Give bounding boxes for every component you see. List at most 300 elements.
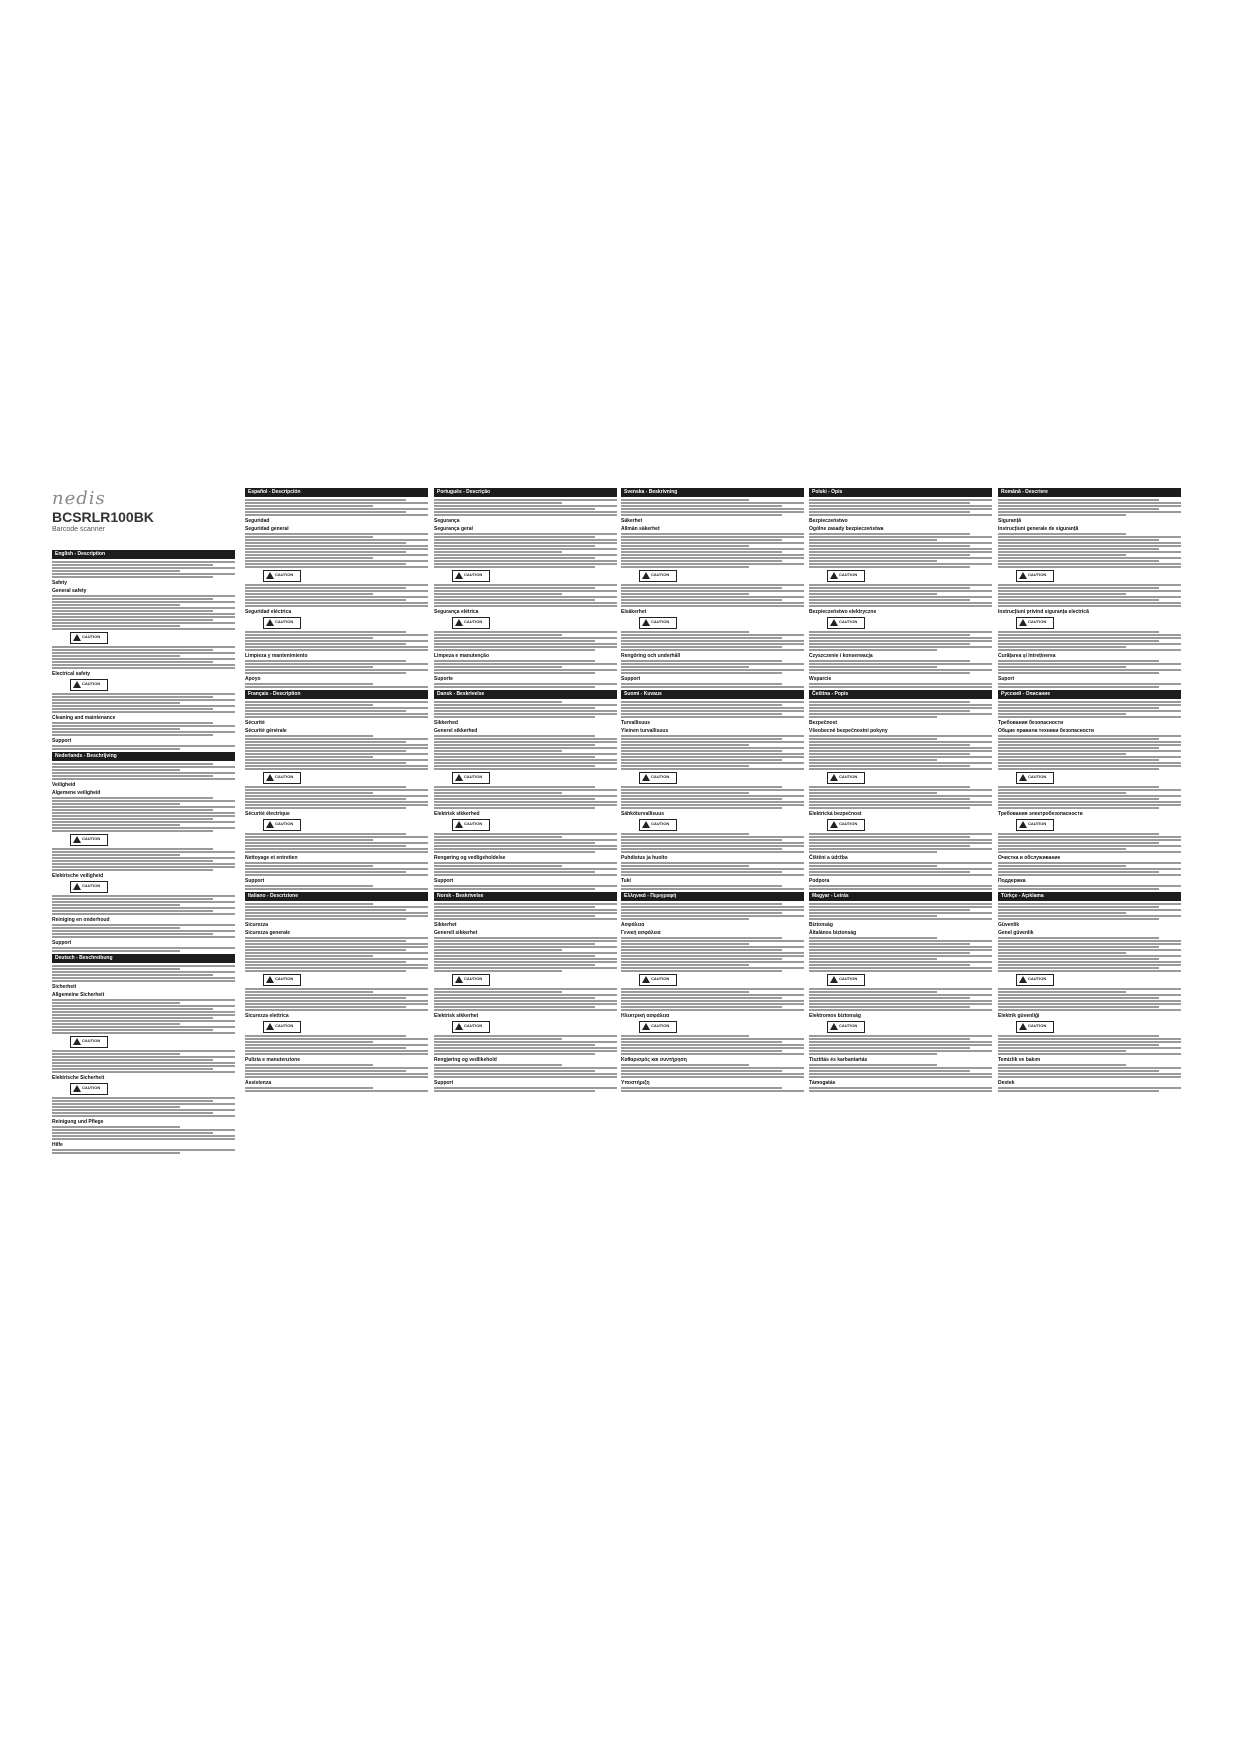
text-line (621, 542, 804, 544)
text-line (245, 554, 428, 556)
text-line (809, 587, 970, 589)
text-line (809, 563, 992, 565)
text-line (998, 1053, 1181, 1055)
text-line (245, 499, 406, 501)
text-line (998, 967, 1159, 969)
text-line (52, 1062, 235, 1064)
text-line (809, 807, 970, 809)
text-line (621, 710, 804, 712)
text-line (52, 1032, 235, 1034)
text-line (809, 851, 937, 853)
warning-triangle-icon (830, 572, 838, 579)
text-line (621, 1090, 804, 1092)
brand-logo: nedis (52, 488, 106, 509)
text-line (245, 795, 428, 797)
section-subheading: Sikkerhed (434, 720, 458, 726)
text-line (621, 865, 749, 867)
caution-warning-label (1016, 1021, 1054, 1033)
text-line (998, 666, 1126, 668)
text-line (52, 711, 235, 713)
text-line (809, 1053, 937, 1055)
text-line (809, 590, 992, 592)
text-line (52, 895, 235, 897)
text-line (998, 786, 1159, 788)
warning-triangle-icon (266, 976, 274, 983)
text-line (52, 1106, 180, 1108)
text-line (621, 795, 804, 797)
language-section-title: Português - Descrição (434, 488, 617, 497)
text-line (998, 836, 1181, 838)
text-line (809, 786, 970, 788)
text-line (434, 533, 617, 535)
text-line (809, 557, 992, 559)
warning-triangle-icon (73, 681, 81, 688)
text-line (245, 918, 406, 920)
warning-triangle-icon (830, 821, 838, 828)
text-line (809, 1076, 992, 1078)
text-line (52, 809, 213, 811)
text-line (621, 801, 804, 803)
text-line (621, 789, 804, 791)
section-subheading: Seguridad eléctrica (245, 609, 292, 615)
text-line (52, 848, 213, 850)
text-line (809, 1000, 992, 1002)
text-line (998, 1090, 1159, 1092)
caution-warning-label (827, 1021, 865, 1033)
text-line (998, 704, 1181, 706)
text-line (434, 991, 562, 993)
text-line (52, 830, 213, 832)
text-line (434, 587, 595, 589)
text-line (434, 646, 617, 648)
text-line (245, 548, 428, 550)
text-line (809, 871, 970, 873)
caution-warning-label (263, 570, 301, 582)
text-line (998, 499, 1159, 501)
text-line (998, 542, 1181, 544)
text-line (245, 1035, 406, 1037)
text-line (245, 563, 406, 565)
text-line (434, 514, 617, 516)
text-line (621, 759, 782, 761)
text-line (809, 988, 992, 990)
text-line (434, 994, 617, 996)
caution-warning-label (70, 1036, 108, 1048)
text-line (434, 551, 562, 553)
text-line (998, 940, 1181, 942)
text-line (809, 660, 970, 662)
text-line (245, 596, 428, 598)
text-line (621, 713, 782, 715)
caution-warning-label (639, 570, 677, 582)
text-line (998, 663, 1181, 665)
column-4 (621, 486, 804, 1246)
text-line (998, 871, 1159, 873)
text-line (998, 991, 1126, 993)
text-line (52, 827, 235, 829)
text-line (998, 937, 1159, 939)
text-line (434, 710, 617, 712)
text-line (245, 646, 428, 648)
text-line (52, 576, 213, 578)
text-line (245, 988, 428, 990)
text-line (434, 842, 595, 844)
text-line (621, 1035, 749, 1037)
caution-warning-label (1016, 570, 1054, 582)
text-line (998, 807, 1159, 809)
warning-triangle-icon (830, 976, 838, 983)
text-line (809, 735, 992, 737)
text-line (245, 1044, 428, 1046)
text-line (245, 1087, 373, 1089)
text-line (52, 1014, 235, 1016)
text-line (434, 554, 617, 556)
text-line (998, 646, 1126, 648)
text-line (434, 801, 617, 803)
text-line (998, 557, 1181, 559)
text-line (809, 909, 970, 911)
text-line (621, 988, 804, 990)
warning-triangle-icon (830, 619, 838, 626)
section-subheading: Ogólne zasady bezpieczeństwa (809, 526, 884, 532)
text-line (998, 1044, 1159, 1046)
section-subheading: Allgemeine Sicherheit (52, 992, 105, 998)
text-line (809, 765, 970, 767)
text-line (52, 607, 235, 609)
caution-warning-label (639, 819, 677, 831)
section-subheading: Bezpieczeństwo (809, 518, 848, 524)
text-line (621, 649, 804, 651)
text-line (809, 906, 992, 908)
text-line (434, 839, 617, 841)
text-line (52, 1149, 235, 1151)
text-line (52, 950, 180, 952)
language-section (434, 690, 617, 890)
text-line (52, 860, 213, 862)
text-line (434, 663, 617, 665)
text-line (809, 1035, 992, 1037)
caution-warning-label (452, 819, 490, 831)
text-line (998, 735, 1181, 737)
section-subheading: Limpeza e manutenção (434, 653, 490, 659)
text-line (434, 511, 617, 513)
text-line (809, 599, 970, 601)
text-line (245, 839, 373, 841)
section-subheading: Segurança geral (434, 526, 473, 532)
caution-warning-label (70, 881, 108, 893)
text-line (434, 605, 617, 607)
text-line (998, 1047, 1181, 1049)
language-section (434, 488, 617, 688)
text-line (245, 912, 428, 914)
text-line (809, 741, 992, 743)
text-line (434, 669, 617, 671)
text-line (621, 560, 782, 562)
warning-triangle-icon (266, 1023, 274, 1030)
text-line (245, 599, 406, 601)
text-line (621, 833, 749, 835)
text-line (245, 759, 428, 761)
text-line (809, 845, 970, 847)
section-subheading: Sicurezza generale (245, 930, 291, 936)
text-line (245, 943, 428, 945)
text-line (809, 1009, 992, 1011)
text-line (809, 1003, 992, 1005)
text-line (245, 997, 406, 999)
text-line (621, 753, 804, 755)
text-line (621, 874, 804, 876)
text-line (621, 551, 782, 553)
text-line (621, 669, 804, 671)
text-line (809, 666, 937, 668)
text-line (998, 593, 1126, 595)
text-line (998, 961, 1181, 963)
warning-triangle-icon (73, 634, 81, 641)
text-line (245, 508, 428, 510)
text-line (245, 557, 373, 559)
text-line (245, 836, 428, 838)
text-line (998, 511, 1181, 513)
section-subheading: Elektrische Sicherheit (52, 1075, 105, 1081)
text-line (434, 602, 617, 604)
text-line (52, 561, 235, 563)
warning-triangle-icon (455, 821, 463, 828)
language-section (52, 752, 235, 952)
section-subheading: Rengöring och underhåll (621, 653, 681, 659)
text-line (809, 1090, 992, 1092)
text-line (621, 807, 782, 809)
text-line (998, 741, 1181, 743)
text-line (52, 800, 235, 802)
text-line (245, 747, 428, 749)
text-line (621, 631, 749, 633)
section-subheading: Support (245, 878, 265, 884)
text-line (245, 660, 406, 662)
text-line (998, 862, 1181, 864)
text-line (434, 804, 617, 806)
text-line (52, 601, 235, 603)
text-line (245, 906, 428, 908)
text-line (809, 566, 970, 568)
text-line (52, 595, 235, 597)
text-line (434, 1076, 617, 1078)
text-line (52, 913, 235, 915)
text-line (52, 1002, 180, 1004)
text-line (621, 660, 782, 662)
caution-text: CAUTION (651, 821, 670, 826)
caution-warning-label (827, 617, 865, 629)
text-line (434, 666, 562, 668)
text-line (52, 968, 180, 970)
text-line (434, 738, 617, 740)
text-line (245, 669, 428, 671)
text-line (245, 991, 373, 993)
text-line (621, 958, 782, 960)
text-line (434, 593, 562, 595)
text-line (621, 918, 749, 920)
text-line (434, 888, 595, 890)
text-line (809, 833, 992, 835)
text-line (434, 885, 617, 887)
text-line (809, 762, 992, 764)
text-line (52, 869, 213, 871)
text-line (998, 660, 1159, 662)
text-line (809, 952, 970, 954)
text-line (434, 1053, 595, 1055)
text-line (52, 898, 213, 900)
text-line (809, 789, 992, 791)
text-line (52, 1138, 235, 1140)
text-line (434, 499, 617, 501)
section-subheading: Reiniging en onderhoud (52, 917, 110, 923)
text-line (809, 798, 970, 800)
text-line (998, 590, 1181, 592)
text-line (245, 871, 406, 873)
text-line (245, 786, 406, 788)
text-line (52, 965, 235, 967)
section-subheading: Tisztítás és karbantartás (809, 1057, 868, 1063)
caution-warning-label (452, 1021, 490, 1033)
caution-text: CAUTION (464, 572, 483, 577)
text-line (809, 804, 992, 806)
text-line (434, 903, 617, 905)
text-line (52, 851, 235, 853)
text-line (434, 786, 595, 788)
text-line (998, 909, 1181, 911)
text-line (998, 554, 1126, 556)
section-subheading: Generell sikkerhet (434, 930, 478, 936)
text-line (809, 1073, 992, 1075)
text-line (998, 701, 1181, 703)
caution-text: CAUTION (839, 572, 858, 577)
text-line (621, 842, 804, 844)
warning-triangle-icon (266, 821, 274, 828)
text-line (434, 735, 595, 737)
text-line (998, 949, 1181, 951)
text-line (621, 888, 804, 890)
text-line (52, 763, 213, 765)
section-subheading: Wsparcie (809, 676, 832, 682)
text-line (52, 1059, 213, 1061)
text-line (621, 912, 782, 914)
text-line (998, 539, 1159, 541)
caution-text: CAUTION (464, 1023, 483, 1028)
caution-text: CAUTION (651, 976, 670, 981)
text-line (245, 851, 428, 853)
text-line (809, 885, 992, 887)
text-line (998, 640, 1159, 642)
text-line (52, 933, 213, 935)
caution-text: CAUTION (1028, 572, 1047, 577)
text-line (434, 807, 595, 809)
section-subheading: Puhdistus ja huolto (621, 855, 668, 861)
text-line (434, 940, 617, 942)
section-subheading: Ασφάλεια (621, 922, 645, 928)
text-line (434, 683, 617, 685)
text-line (621, 1038, 804, 1040)
text-line (998, 502, 1181, 504)
column-5 (809, 486, 992, 1246)
section-subheading: Hilfe (52, 1142, 63, 1148)
text-line (52, 863, 235, 865)
text-line (245, 750, 406, 752)
text-line (621, 937, 782, 939)
text-line (245, 551, 406, 553)
text-line (52, 1068, 213, 1070)
language-section-title: Deutsch - Beschreibung (52, 954, 235, 963)
caution-text: CAUTION (839, 821, 858, 826)
column-6 (998, 486, 1181, 1246)
text-line (245, 1038, 428, 1040)
text-line (245, 741, 406, 743)
text-line (245, 701, 428, 703)
text-line (809, 710, 970, 712)
text-line (52, 1071, 235, 1073)
text-line (809, 707, 992, 709)
text-line (434, 1038, 562, 1040)
text-line (52, 1115, 235, 1117)
text-line (998, 765, 1181, 767)
text-line (998, 804, 1181, 806)
text-line (434, 747, 617, 749)
caution-warning-label (1016, 617, 1054, 629)
text-line (621, 839, 782, 841)
text-line (621, 634, 804, 636)
text-line (809, 943, 970, 945)
text-line (998, 505, 1181, 507)
caution-text: CAUTION (82, 1038, 101, 1043)
language-section (809, 488, 992, 688)
text-line (52, 655, 180, 657)
text-line (434, 906, 595, 908)
text-line (621, 765, 749, 767)
section-subheading: Pulizia e manutenzione (245, 1057, 301, 1063)
caution-warning-label (70, 679, 108, 691)
text-line (621, 940, 804, 942)
text-line (621, 637, 782, 639)
text-line (998, 1000, 1181, 1002)
text-line (998, 839, 1181, 841)
text-line (998, 596, 1181, 598)
text-line (621, 508, 804, 510)
text-line (434, 952, 617, 954)
language-section (809, 690, 992, 890)
language-section (621, 488, 804, 688)
text-line (52, 622, 235, 624)
text-line (621, 848, 782, 850)
warning-triangle-icon (642, 1023, 650, 1030)
text-line (621, 741, 804, 743)
text-line (245, 505, 373, 507)
text-line (245, 707, 428, 709)
text-line (434, 988, 617, 990)
text-line (621, 548, 804, 550)
caution-warning-label (452, 570, 490, 582)
text-line (434, 871, 595, 873)
text-line (998, 634, 1181, 636)
text-line (998, 514, 1126, 516)
text-line (621, 970, 782, 972)
text-line (245, 1006, 406, 1008)
text-line (621, 735, 804, 737)
text-line (809, 637, 992, 639)
warning-triangle-icon (1019, 1023, 1027, 1030)
caution-warning-label (70, 1083, 108, 1095)
text-line (621, 590, 804, 592)
text-line (621, 511, 804, 513)
text-line (245, 955, 373, 957)
text-line (245, 937, 428, 939)
